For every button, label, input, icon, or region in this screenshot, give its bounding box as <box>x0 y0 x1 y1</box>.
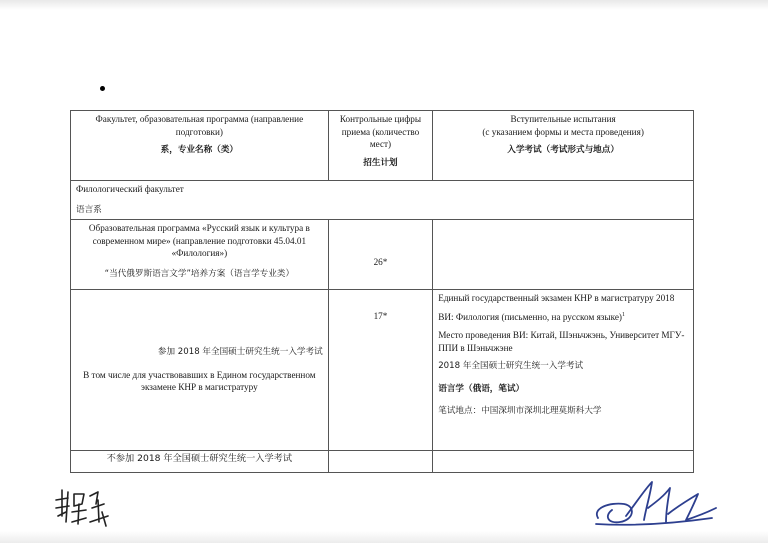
exam-vi-ru <box>438 311 688 324</box>
program-cell <box>71 220 329 290</box>
scan-edge-top <box>0 0 768 10</box>
header-faculty-ru: Факультет, образовательная программа (направление подготовки) <box>95 114 304 137</box>
bullet-mark <box>100 86 105 91</box>
scan-edge-bottom <box>0 531 768 543</box>
exam-vi-footnote: 1 <box>621 311 625 318</box>
non-exam-row <box>71 451 694 473</box>
program-row <box>71 220 694 290</box>
exam-details-cell <box>433 290 694 451</box>
header-places-cell <box>328 111 433 181</box>
program-places-cell <box>328 220 433 290</box>
non-exam-cell <box>71 451 329 473</box>
handwritten-signature-right <box>590 478 720 530</box>
admission-table <box>70 110 694 473</box>
header-faculty-cell <box>71 111 329 181</box>
header-exams-cell <box>433 111 694 181</box>
handwritten-signature-left <box>52 482 112 530</box>
exam-place-zh: 笔试地点：中国深圳市深圳北理莫斯科大学 <box>438 406 602 416</box>
exam-places-cell <box>328 290 433 451</box>
header-faculty-zh: 系，专业名称（类） <box>160 145 239 155</box>
header-places-zh: 招生计划 <box>363 157 398 168</box>
program-places-value: 26* <box>373 257 388 268</box>
exam-place-ru: Место проведения ВИ: Китай, Шэньчжэнь, Университет МГУ-ППИ в Шэньчжэне <box>438 330 685 353</box>
exam-vi-ru-text: ВИ: Филология (письменно, на русском языке) <box>438 311 622 322</box>
header-exams-ru-line2: (с указанием формы и места проведения) <box>482 126 644 137</box>
faculty-row <box>71 181 694 220</box>
exam-participants-zh: 参加 2018 年全国硕士研究生统一入学考试 <box>157 347 323 358</box>
exam-participants-cell <box>71 290 329 451</box>
faculty-name-zh: 语言系 <box>76 204 102 215</box>
non-exam-zh: 不参加 2018 年全国硕士研究生统一入学考试 <box>106 453 293 464</box>
faculty-name-ru: Филологический факультет <box>76 184 184 194</box>
exam-participants-row <box>71 290 694 451</box>
exam-places-value: 17* <box>373 311 388 321</box>
program-name-zh: “当代俄罗斯语言文学”培养方案（语言学专业类） <box>104 268 295 279</box>
exam-title-zh: 2018 年全国硕士研究生统一入学考试 <box>438 361 584 371</box>
non-exam-places-cell <box>328 451 433 473</box>
faculty-cell <box>71 181 694 220</box>
program-exams-cell <box>433 220 694 290</box>
exam-title-ru: Единый государственный экзамен КНР в магистратуру 2018 <box>438 293 675 303</box>
header-exams-ru-line1: Вступительные испытания <box>510 114 616 124</box>
header-places-ru: Контрольные цифры приема (количество мест) <box>339 114 422 149</box>
exam-participants-ru: В том числе для участвовавших в Едином государственном экзамене КНР в магистратуру <box>83 369 316 393</box>
non-exam-exams-cell <box>433 451 694 473</box>
header-exams-zh: 入学考试（考试形式与地点） <box>507 145 619 155</box>
exam-subject-zh: 语言学（俄语，笔试） <box>438 383 525 394</box>
table-header-row <box>71 111 694 181</box>
program-name-ru: Образовательная программа «Русский язык и культура в современном мире» (направление подготовки 45.04.01 «Филология») <box>88 223 310 258</box>
